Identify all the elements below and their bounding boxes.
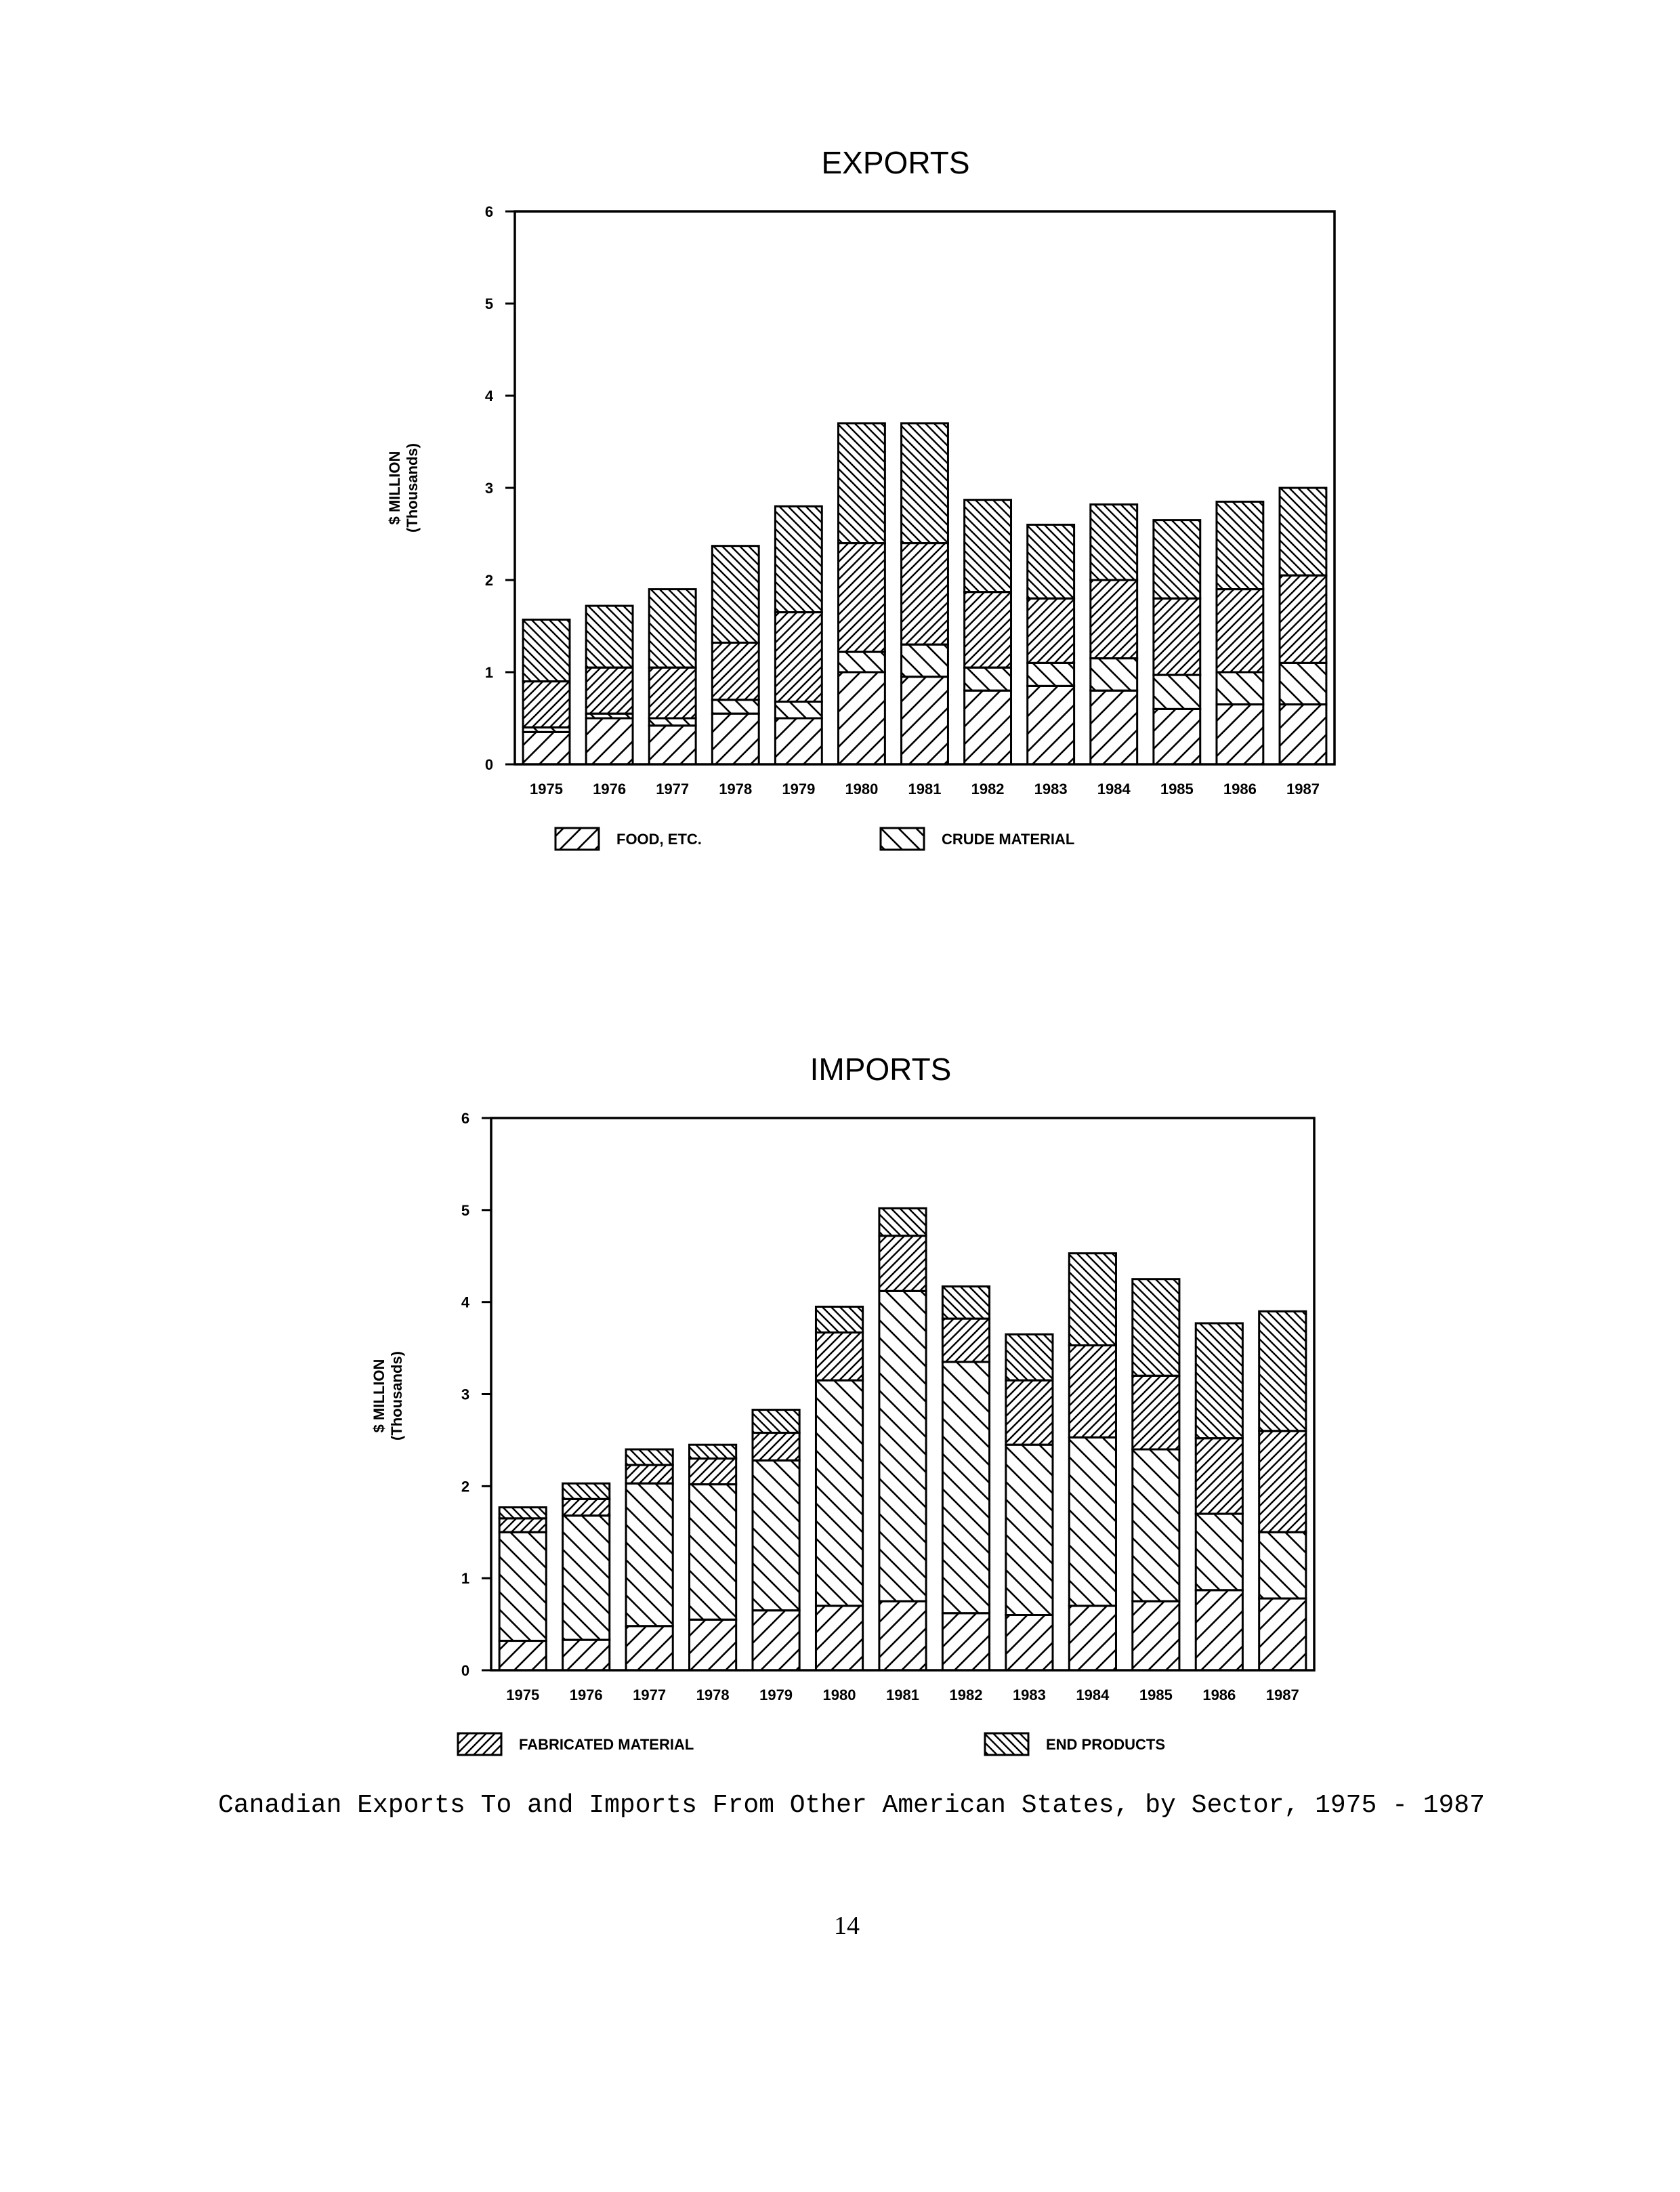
exports-legend-swatch [555, 828, 599, 850]
imports-bar-1983-segment-2 [1006, 1380, 1053, 1445]
exports-bar-1982-segment-1 [965, 667, 1011, 690]
imports-bar-1979-segment-2 [753, 1433, 799, 1461]
imports-bar-1979-segment-0 [753, 1611, 799, 1670]
imports-x-tick-label: 1985 [1139, 1687, 1173, 1703]
imports-y-axis-label: $ MILLION [371, 1359, 387, 1433]
imports-bar-1987-segment-0 [1259, 1598, 1306, 1670]
exports-bar-1985-segment-0 [1154, 709, 1200, 764]
imports-bar-1978-segment-1 [690, 1485, 736, 1620]
imports-bar-1986-segment-0 [1196, 1590, 1242, 1670]
imports-legend-label: FABRICATED MATERIAL [519, 1736, 694, 1753]
imports-legend-swatch [458, 1733, 501, 1755]
imports-bar-1987-segment-3 [1259, 1311, 1306, 1431]
imports-x-tick-label: 1982 [949, 1687, 983, 1703]
imports-bar-1980-segment-2 [816, 1332, 862, 1380]
exports-bar-1982-segment-2 [965, 592, 1011, 668]
exports-y-tick-label: 3 [484, 480, 494, 497]
imports-y-tick-label: 2 [461, 1478, 470, 1495]
imports-x-tick-label: 1983 [1012, 1687, 1046, 1703]
exports-y-tick-label: 6 [484, 203, 494, 220]
imports-bar-1978-segment-0 [690, 1619, 736, 1670]
exports-x-tick-label: 1986 [1223, 781, 1257, 798]
exports-bar-1977-segment-0 [649, 726, 696, 764]
exports-bar-1982-segment-0 [965, 690, 1011, 764]
exports-bar-1976-segment-0 [586, 718, 633, 764]
imports-legend-label: END PRODUCTS [1046, 1736, 1166, 1753]
exports-bar-1979-segment-3 [775, 506, 822, 612]
imports-bars [499, 1208, 1306, 1670]
imports-bar-1985-segment-0 [1133, 1601, 1179, 1670]
imports-x-tick-label: 1977 [633, 1687, 667, 1703]
exports-bar-1979-segment-1 [775, 702, 822, 718]
exports-legend [555, 828, 1074, 850]
exports-bar-1981-segment-0 [902, 677, 948, 764]
imports-bar-1977-segment-2 [626, 1465, 673, 1483]
exports-bars [523, 423, 1326, 764]
exports-y-axis-unit: (Thousands) [404, 443, 421, 533]
imports-bar-1982-segment-3 [942, 1287, 989, 1319]
imports-bar-1975-segment-3 [499, 1508, 546, 1518]
imports-bar-1985-segment-2 [1133, 1376, 1179, 1449]
exports-bar-1982-segment-3 [965, 500, 1011, 592]
imports-bar-1977-segment-0 [626, 1626, 673, 1670]
imports-x-tick-label: 1980 [822, 1687, 856, 1703]
exports-bar-1977-segment-2 [649, 667, 696, 718]
imports-bar-1985-segment-1 [1133, 1449, 1179, 1601]
exports-bar-1976-segment-2 [586, 667, 633, 714]
exports-y-tick-label: 5 [484, 295, 494, 312]
imports-bar-1978-segment-2 [690, 1459, 736, 1485]
imports-bar-1975-segment-0 [499, 1641, 546, 1670]
imports-bar-1981-segment-3 [879, 1208, 926, 1236]
exports-x-tick-label: 1975 [530, 781, 564, 798]
imports-bar-1977-segment-1 [626, 1483, 673, 1626]
exports-y-axis-label-group [386, 443, 421, 533]
imports-bar-1981-segment-0 [879, 1601, 926, 1670]
imports-bar-1976-segment-1 [563, 1516, 610, 1640]
exports-chart-title: EXPORTS [821, 145, 970, 180]
exports-bar-1987-segment-1 [1280, 663, 1326, 704]
imports-y-tick-label: 0 [461, 1662, 470, 1679]
exports-bar-1984-segment-0 [1091, 690, 1137, 764]
exports-y-tick-label: 4 [484, 388, 494, 405]
imports-bar-1983-segment-3 [1006, 1334, 1053, 1380]
exports-bar-1977-segment-1 [649, 718, 696, 726]
exports-x-tick-label: 1987 [1286, 781, 1320, 798]
imports-bar-1986-segment-1 [1196, 1514, 1242, 1590]
imports-x-tick-label: 1976 [569, 1687, 603, 1703]
exports-x-tick-label: 1984 [1097, 781, 1131, 798]
exports-bar-1979-segment-0 [775, 718, 822, 764]
exports-legend-label: FOOD, ETC. [616, 831, 702, 848]
imports-bar-1983-segment-1 [1006, 1445, 1053, 1615]
imports-legend-swatch [985, 1733, 1028, 1755]
exports-y-axis-label: $ MILLION [386, 451, 403, 525]
exports-x-tick-label: 1981 [908, 781, 942, 798]
imports-bar-1981-segment-1 [879, 1291, 926, 1601]
imports-bar-1981-segment-2 [879, 1236, 926, 1291]
exports-y-tick-label: 0 [484, 756, 494, 773]
exports-bar-1981-segment-1 [902, 644, 948, 677]
imports-bar-1982-segment-2 [942, 1319, 989, 1362]
exports-bar-1981-segment-2 [902, 543, 948, 645]
exports-chart [386, 145, 1335, 850]
exports-bar-1985-segment-2 [1154, 598, 1200, 675]
imports-bar-1982-segment-1 [942, 1362, 989, 1613]
imports-chart [371, 1052, 1314, 1755]
exports-bar-1987-segment-3 [1280, 488, 1326, 575]
exports-bar-1987-segment-2 [1280, 575, 1326, 663]
imports-bar-1980-segment-0 [816, 1606, 862, 1670]
imports-bar-1980-segment-1 [816, 1380, 862, 1606]
imports-x-tick-label: 1981 [886, 1687, 919, 1703]
imports-bar-1975-segment-1 [499, 1532, 546, 1640]
imports-bar-1976-segment-0 [563, 1640, 610, 1670]
exports-bar-1984-segment-3 [1091, 504, 1137, 580]
imports-y-axis-unit: (Thousands) [388, 1351, 405, 1441]
exports-bar-1983-segment-1 [1028, 663, 1074, 686]
exports-bar-1984-segment-1 [1091, 659, 1137, 691]
exports-legend-label: CRUDE MATERIAL [942, 831, 1075, 848]
imports-bar-1976-segment-2 [563, 1499, 610, 1515]
exports-bar-1978-segment-0 [712, 714, 759, 764]
imports-bar-1984-segment-2 [1069, 1346, 1116, 1438]
exports-bar-1983-segment-0 [1028, 686, 1074, 764]
exports-x-tick-label: 1979 [782, 781, 816, 798]
imports-bar-1979-segment-1 [753, 1460, 799, 1610]
imports-y-tick-label: 6 [461, 1110, 470, 1127]
exports-x-axis [530, 781, 1320, 798]
exports-x-tick-label: 1976 [593, 781, 627, 798]
exports-bar-1985-segment-1 [1154, 675, 1200, 709]
imports-bar-1984-segment-1 [1069, 1437, 1116, 1606]
figure-caption: Canadian Exports To and Imports From Other American States, by Sector, 1975 - 1987 [218, 1791, 1485, 1820]
exports-y-tick-label: 1 [484, 664, 494, 681]
imports-bar-1987-segment-1 [1259, 1532, 1306, 1598]
imports-bar-1984-segment-0 [1069, 1606, 1116, 1670]
exports-bar-1977-segment-3 [649, 590, 696, 668]
exports-bar-1980-segment-0 [838, 672, 885, 764]
imports-bar-1987-segment-2 [1259, 1431, 1306, 1532]
exports-x-tick-label: 1985 [1160, 781, 1194, 798]
exports-bar-1980-segment-2 [838, 543, 885, 652]
imports-x-tick-label: 1986 [1202, 1687, 1236, 1703]
page-number: 14 [834, 1911, 860, 1940]
exports-bar-1975-segment-2 [523, 682, 570, 728]
exports-x-tick-label: 1983 [1034, 781, 1068, 798]
imports-y-tick-label: 1 [461, 1570, 470, 1588]
exports-legend-swatch [881, 828, 924, 850]
imports-bar-1985-segment-3 [1133, 1279, 1179, 1376]
imports-bar-1980-segment-3 [816, 1306, 862, 1332]
imports-bar-1986-segment-2 [1196, 1439, 1242, 1514]
exports-x-tick-label: 1977 [656, 781, 690, 798]
exports-bar-1975-segment-0 [523, 732, 570, 764]
exports-bar-1978-segment-1 [712, 700, 759, 714]
imports-y-tick-label: 5 [461, 1201, 470, 1219]
exports-bar-1978-segment-2 [712, 642, 759, 699]
exports-bar-1980-segment-3 [838, 423, 885, 543]
exports-bar-1975-segment-3 [523, 619, 570, 681]
imports-bar-1979-segment-3 [753, 1410, 799, 1433]
imports-y-tick-label: 3 [461, 1386, 470, 1403]
exports-bar-1979-segment-2 [775, 613, 822, 702]
imports-legend [458, 1733, 1165, 1755]
exports-bar-1984-segment-2 [1091, 580, 1137, 659]
exports-bar-1983-segment-3 [1028, 524, 1074, 598]
exports-bar-1985-segment-3 [1154, 520, 1200, 599]
imports-y-axis [461, 1110, 491, 1679]
exports-bar-1978-segment-3 [712, 546, 759, 643]
exports-x-tick-label: 1978 [719, 781, 753, 798]
imports-x-tick-label: 1978 [696, 1687, 730, 1703]
exports-bar-1976-segment-3 [586, 606, 633, 667]
imports-bar-1986-segment-3 [1196, 1323, 1242, 1439]
imports-bar-1977-segment-3 [626, 1449, 673, 1465]
exports-bar-1986-segment-3 [1217, 501, 1263, 589]
imports-bar-1983-segment-0 [1006, 1615, 1053, 1671]
exports-y-axis [485, 203, 515, 773]
exports-x-tick-label: 1982 [971, 781, 1005, 798]
exports-x-tick-label: 1980 [845, 781, 879, 798]
exports-bar-1987-segment-0 [1280, 705, 1326, 764]
imports-chart-title: IMPORTS [810, 1052, 952, 1087]
imports-x-tick-label: 1979 [759, 1687, 793, 1703]
exports-bar-1983-segment-2 [1028, 598, 1074, 663]
exports-bar-1986-segment-1 [1217, 672, 1263, 705]
imports-y-tick-label: 4 [461, 1294, 470, 1311]
imports-bar-1978-segment-3 [690, 1445, 736, 1458]
imports-bar-1982-segment-0 [942, 1613, 989, 1670]
imports-bar-1975-segment-2 [499, 1518, 546, 1532]
imports-x-tick-label: 1975 [506, 1687, 540, 1703]
imports-x-tick-label: 1984 [1076, 1687, 1110, 1703]
imports-bar-1976-segment-3 [563, 1483, 610, 1499]
exports-y-tick-label: 2 [484, 572, 494, 589]
imports-y-axis-label-group [371, 1351, 405, 1441]
exports-bar-1986-segment-2 [1217, 590, 1263, 672]
imports-bar-1984-segment-3 [1069, 1254, 1116, 1346]
imports-x-axis [506, 1687, 1299, 1703]
imports-x-tick-label: 1987 [1265, 1687, 1299, 1703]
exports-bar-1986-segment-0 [1217, 705, 1263, 764]
exports-bar-1981-segment-3 [902, 423, 948, 543]
exports-bar-1980-segment-1 [838, 652, 885, 672]
